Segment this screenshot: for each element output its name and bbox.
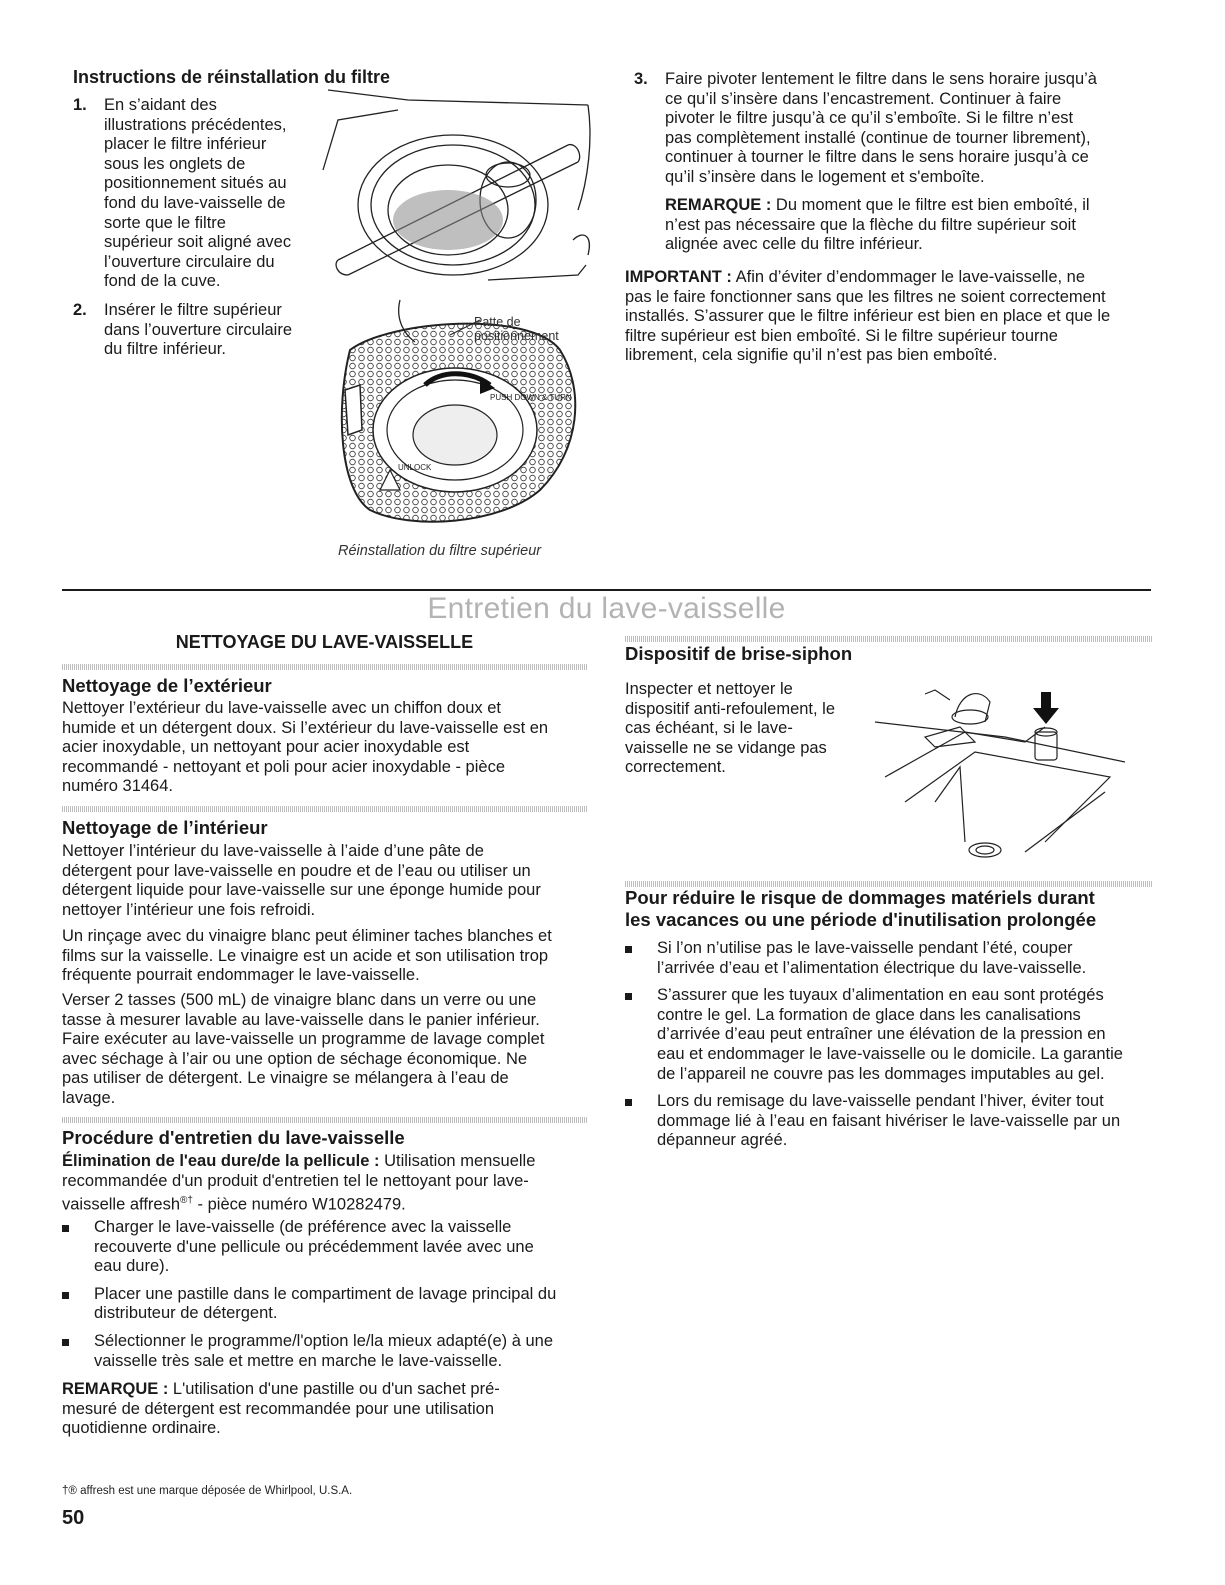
procedure-bullet-line: recouverte d'une pellicule ou précédemment lavée avec une xyxy=(94,1237,534,1256)
interior-p2-line: fréquente pourrait endommager le lave-vaisselle. xyxy=(62,966,420,985)
siphon-line: correctement. xyxy=(625,758,726,777)
interior-paragraph-2 xyxy=(62,927,587,986)
procedure-bullet-line: Charger le lave-vaisselle (de préférence avec la vaisselle xyxy=(94,1218,512,1236)
exterior-line: numéro 31464. xyxy=(62,777,173,796)
vacation-bullet-line: de l’appareil ne couvre pas les dommages imputables au gel. xyxy=(657,1064,1105,1083)
interior-p1-line: nettoyer l’intérieur une fois refroidi. xyxy=(62,900,316,919)
exterior-title: Nettoyage de l’extérieur xyxy=(62,675,272,696)
exterior-text xyxy=(62,699,587,797)
procedure-line2: recommandée d'un produit d'entretien tel le nettoyant pour lave- xyxy=(62,1171,529,1190)
procedure-bullet-line: Sélectionner le programme/l'option le/la mieux adapté(e) à une xyxy=(94,1331,553,1350)
important-line4: filtre supérieur est bien emboîté. Si le filtre supérieur tourne xyxy=(625,326,1058,345)
siphon-title: Dispositif de brise-siphon xyxy=(625,643,853,664)
procedure-line1: Utilisation mensuelle xyxy=(379,1152,536,1170)
vacation-bullet-line: Si l’on n’utilise pas le lave-vaisselle pendant l’été, couper xyxy=(657,939,1073,957)
interior-p3-line: pas utiliser de détergent. Le vinaigre se mélangera à l’eau de xyxy=(62,1069,509,1088)
vacation-bullet-line: dommage lié à l’eau en faisant hivériser le lave-vaisselle par un xyxy=(657,1111,1121,1130)
exterior-line: acier inoxydable, un nettoyant pour acier inoxydable est xyxy=(62,738,470,757)
step-3-line: pas complètement installé (continue de tourner librement), xyxy=(665,128,1091,147)
section-banner: Entretien du lave-vaisselle xyxy=(427,592,786,625)
interior-p2-line: films sur la vaisselle. Le vinaigre est un acide et son utilisation trop xyxy=(62,946,549,965)
important-line1: Afin d’éviter d’endommager le lave-vaisselle, ne xyxy=(731,268,1086,286)
procedure-bullet xyxy=(62,1285,592,1324)
remarque-line1: Du moment que le filtre est bien emboîté, il xyxy=(771,196,1090,214)
trademark-sup: ®† xyxy=(180,1195,193,1207)
positioning-tab-label-line2: positionnement xyxy=(474,329,559,343)
step-3 xyxy=(634,70,1154,188)
procedure-intro xyxy=(62,1152,587,1215)
important-note xyxy=(625,268,1155,366)
bullet-square-icon xyxy=(625,993,632,1000)
remarque-line3: alignée avec celle du filtre inférieur. xyxy=(665,235,923,254)
step-1-line: En s’aidant des xyxy=(104,96,217,114)
interior-p3-line: tasse à mesurer lavable au lave-vaisselle dans le panier inférieur. xyxy=(62,1010,540,1029)
procedure-bullet-line: Placer une pastille dans le compartiment de lavage principal du xyxy=(94,1284,557,1303)
reinstall-title: Instructions de réinstallation du filtre xyxy=(73,67,391,87)
interior-p2-line: Un rinçage avec du vinaigre blanc peut éliminer taches blanches et xyxy=(62,927,552,945)
siphon-line: vaisselle ne se vidange pas xyxy=(625,738,827,757)
step-2-line: Insérer le filtre supérieur xyxy=(104,301,282,319)
vacation-bullet xyxy=(625,986,1155,1084)
cleaning-heading: NETTOYAGE DU LAVE-VAISSELLE xyxy=(175,632,474,652)
procedure-remarque-line3: quotidienne ordinaire. xyxy=(62,1419,221,1438)
vacation-bullet xyxy=(625,939,1155,978)
step-1-line: fond de la cuve. xyxy=(104,272,221,291)
procedure-title: Procédure d'entretien du lave-vaisselle xyxy=(62,1127,405,1148)
vacation-bullet-line: dépanneur agréé. xyxy=(657,1131,788,1150)
remarque-note xyxy=(665,196,1155,255)
vacation-bullet-line: l’arrivée d’eau et l’alimentation électrique du lave-vaisselle. xyxy=(657,958,1087,977)
interior-p3-line: lavage. xyxy=(62,1088,116,1107)
step-3-line: Faire pivoter lentement le filtre dans le sens horaire jusqu’à xyxy=(665,70,1097,88)
filter-base-illustration xyxy=(318,80,600,285)
interior-p3-line: avec séchage à l’air ou une option de séchage économique. Ne xyxy=(62,1049,528,1068)
step-1-line: placer le filtre inférieur xyxy=(104,135,267,154)
step-2-text xyxy=(73,301,333,360)
step-1-text xyxy=(73,96,333,292)
step-2-line: dans l’ouverture circulaire xyxy=(104,320,293,339)
vacation-bullet-line: eau et endommager le lave-vaisselle ou le domicile. La garantie xyxy=(657,1044,1123,1063)
interior-p3-line: Faire exécuter au lave-vaisselle un programme de lavage complet xyxy=(62,1030,545,1049)
procedure-remarque-line2: mesuré de détergent est recommandée pour une utilisation xyxy=(62,1399,495,1418)
bullet-square-icon xyxy=(62,1225,69,1232)
divider-hatch xyxy=(62,664,587,670)
step-1-line: l’ouverture circulaire du xyxy=(104,252,275,271)
siphon-text xyxy=(625,680,865,778)
unlock-text: UNLOCK xyxy=(398,463,432,472)
interior-paragraph-1 xyxy=(62,842,587,920)
step-1-line: positionnement situés au xyxy=(104,174,287,193)
siphon-line: dispositif anti-refoulement, le xyxy=(625,699,836,718)
footnote: †® affresh est une marque déposée de Whirlpool, U.S.A. xyxy=(62,1485,353,1497)
interior-title: Nettoyage de l’intérieur xyxy=(62,817,268,838)
figure-caption: Réinstallation du filtre supérieur xyxy=(338,543,542,559)
vacation-bullet-line: S’assurer que les tuyaux d’alimentation en eau sont protégés xyxy=(657,986,1104,1005)
page-number: 50 xyxy=(62,1507,85,1529)
vacation-bullet xyxy=(625,1092,1155,1151)
push-down-turn-text: PUSH DOWN & TURN xyxy=(490,393,572,402)
step-1 xyxy=(73,96,333,292)
step-2 xyxy=(73,301,333,360)
procedure-remarque-line1: L'utilisation d'une pastille ou d'un sachet pré- xyxy=(168,1380,500,1398)
vacation-title xyxy=(625,887,1165,931)
positioning-tab-label-line1: Patte de xyxy=(474,315,521,329)
step-1-line: supérieur soit aligné avec xyxy=(104,233,292,252)
procedure-bullet-line: vaisselle très sale et mettre en marche le lave-vaisselle. xyxy=(94,1351,503,1370)
exterior-line: recommandé - nettoyant et poli pour acier inoxydable - pièce xyxy=(62,757,505,776)
step-2-number: 2. xyxy=(73,301,87,319)
step-3-number: 3. xyxy=(634,70,648,88)
bullet-square-icon xyxy=(62,1292,69,1299)
divider-hatch xyxy=(625,636,1152,642)
vacation-bullet-line: contre le gel. La formation de glace dans les canalisations xyxy=(657,1005,1081,1024)
procedure-bullets xyxy=(62,1218,592,1371)
air-gap-sink-illustration xyxy=(865,672,1155,867)
section-rule xyxy=(62,589,1151,591)
procedure-bold-label: Élimination de l'eau dure/de la pellicule : xyxy=(62,1152,380,1170)
step-1-number: 1. xyxy=(73,96,87,114)
procedure-bullet-line: eau dure). xyxy=(94,1257,170,1276)
interior-p1-line: détergent pour lave-vaisselle en poudre et de l’eau ou utiliser un xyxy=(62,861,531,880)
procedure-line3b: - pièce numéro W10282479. xyxy=(192,1195,406,1214)
vacation-bullets xyxy=(625,939,1155,1151)
step-2-line: du filtre inférieur. xyxy=(104,340,226,359)
vacation-title-line1: Pour réduire le risque de dommages matériels durant xyxy=(625,887,1095,908)
step-1-line: sorte que le filtre xyxy=(104,213,226,232)
step-3-line: qu’il s’insère dans le logement et s'emboîte. xyxy=(665,167,985,186)
step-1-line: illustrations précédentes, xyxy=(104,115,287,134)
divider-hatch xyxy=(62,806,587,812)
step-3-text xyxy=(634,70,1154,188)
siphon-line: cas échéant, si le lave- xyxy=(625,719,793,738)
procedure-remarque xyxy=(62,1380,587,1439)
vacation-title-line2: les vacances ou une période d'inutilisation prolongée xyxy=(625,909,1097,930)
important-line2: pas le faire fonctionner sans que les filtres ne soient correctement xyxy=(625,287,1106,306)
step-1-line: fond du lave-vaisselle de xyxy=(104,193,286,212)
procedure-bullet-line: distributeur de détergent. xyxy=(94,1304,278,1323)
vacation-bullet-line: Lors du remisage du lave-vaisselle pendant l’hiver, éviter tout xyxy=(657,1092,1104,1111)
siphon-line: Inspecter et nettoyer le xyxy=(625,680,793,698)
exterior-line: humide et un détergent doux. Si l’extérieur du lave-vaisselle est en xyxy=(62,718,549,737)
important-line3: installés. S’assurer que le filtre inférieur est bien en place et que le xyxy=(625,307,1111,326)
interior-p1-line: détergent liquide pour lave-vaisselle sur une éponge humide pour xyxy=(62,881,541,900)
bullet-square-icon xyxy=(625,1099,632,1106)
exterior-line: Nettoyer l’extérieur du lave-vaisselle avec un chiffon doux et xyxy=(62,699,502,717)
procedure-remarque-label: REMARQUE : xyxy=(62,1380,169,1398)
important-label: IMPORTANT : xyxy=(625,268,732,286)
vacation-bullet-line: d’arrivée d’eau peut entraîner une élévation de la pression en xyxy=(657,1025,1106,1044)
interior-p1-line: Nettoyer l’intérieur du lave-vaisselle à l’aide d’une pâte de xyxy=(62,842,484,860)
important-line5: librement, cela signifie qu’il n’est pas bien emboîté. xyxy=(625,346,998,365)
step-3-line: pivoter le filtre jusqu’à ce qu’il s’emboîte. Si le filtre n’est xyxy=(665,109,1074,128)
bullet-square-icon xyxy=(625,946,632,953)
interior-p3-line: Verser 2 tasses (500 mL) de vinaigre blanc dans un verre ou une xyxy=(62,991,537,1009)
interior-paragraph-3 xyxy=(62,991,587,1109)
positioning-tab-label xyxy=(474,315,559,343)
divider-hatch xyxy=(62,1117,587,1123)
remarque-line2: n’est pas nécessaire que la flèche du filtre supérieur soit xyxy=(665,215,1076,234)
step-1-line: sous les onglets de xyxy=(104,154,246,173)
step-3-line: ce qu’il s’insère dans l’encastrement. Continuer à faire xyxy=(665,89,1062,108)
procedure-line3a: vaisselle affresh xyxy=(62,1195,181,1214)
bullet-square-icon xyxy=(62,1339,69,1346)
procedure-bullet xyxy=(62,1218,592,1277)
procedure-bullet xyxy=(62,1332,592,1371)
step-3-line: continuer à tourner le filtre dans le sens horaire jusqu’à ce xyxy=(665,148,1089,167)
remarque-label: REMARQUE : xyxy=(665,196,772,214)
